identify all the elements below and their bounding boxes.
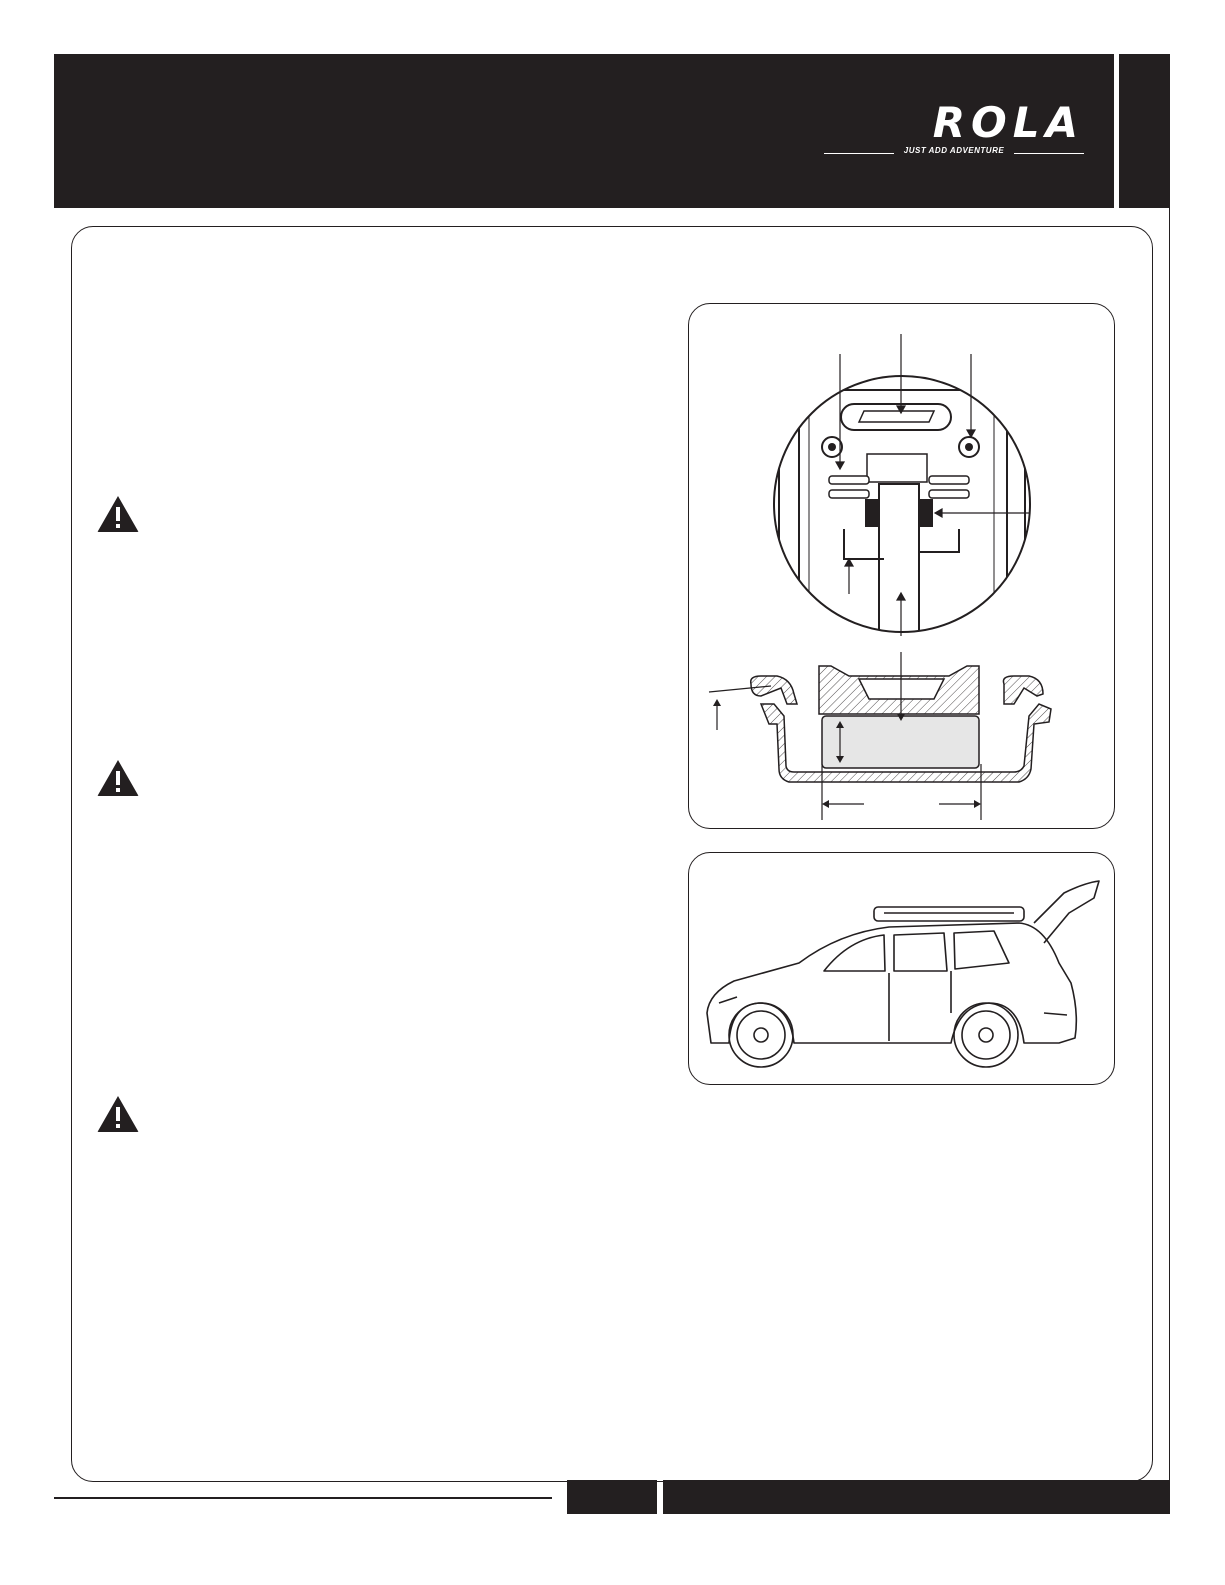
tagline-text: JUST ADD ADVENTURE: [903, 146, 1005, 155]
logo-wordmark: ROLA: [932, 98, 1084, 147]
mounting-diagram-figure: [688, 303, 1115, 829]
mounting-diagram: [689, 304, 1116, 830]
right-margin-line: [1169, 54, 1170, 1514]
logo-tagline: [824, 146, 1084, 160]
suv-outline: [707, 881, 1099, 1067]
footer-rule: [54, 1497, 552, 1499]
footer-page-block: [567, 1480, 657, 1514]
tagline-rule-right: [1014, 153, 1084, 154]
cross-section: [709, 652, 1051, 820]
warning-triangle-icon: [96, 758, 140, 798]
header-divider: [1114, 54, 1119, 208]
warning-triangle-icon: [96, 1094, 140, 1134]
vehicle-figure: [688, 852, 1115, 1085]
vehicle-illustration: [689, 853, 1116, 1086]
footer-title-block: [663, 1480, 1170, 1514]
header-bar: [54, 54, 1170, 208]
rola-logo: [824, 98, 1084, 164]
warning-triangle-icon: [96, 494, 140, 534]
